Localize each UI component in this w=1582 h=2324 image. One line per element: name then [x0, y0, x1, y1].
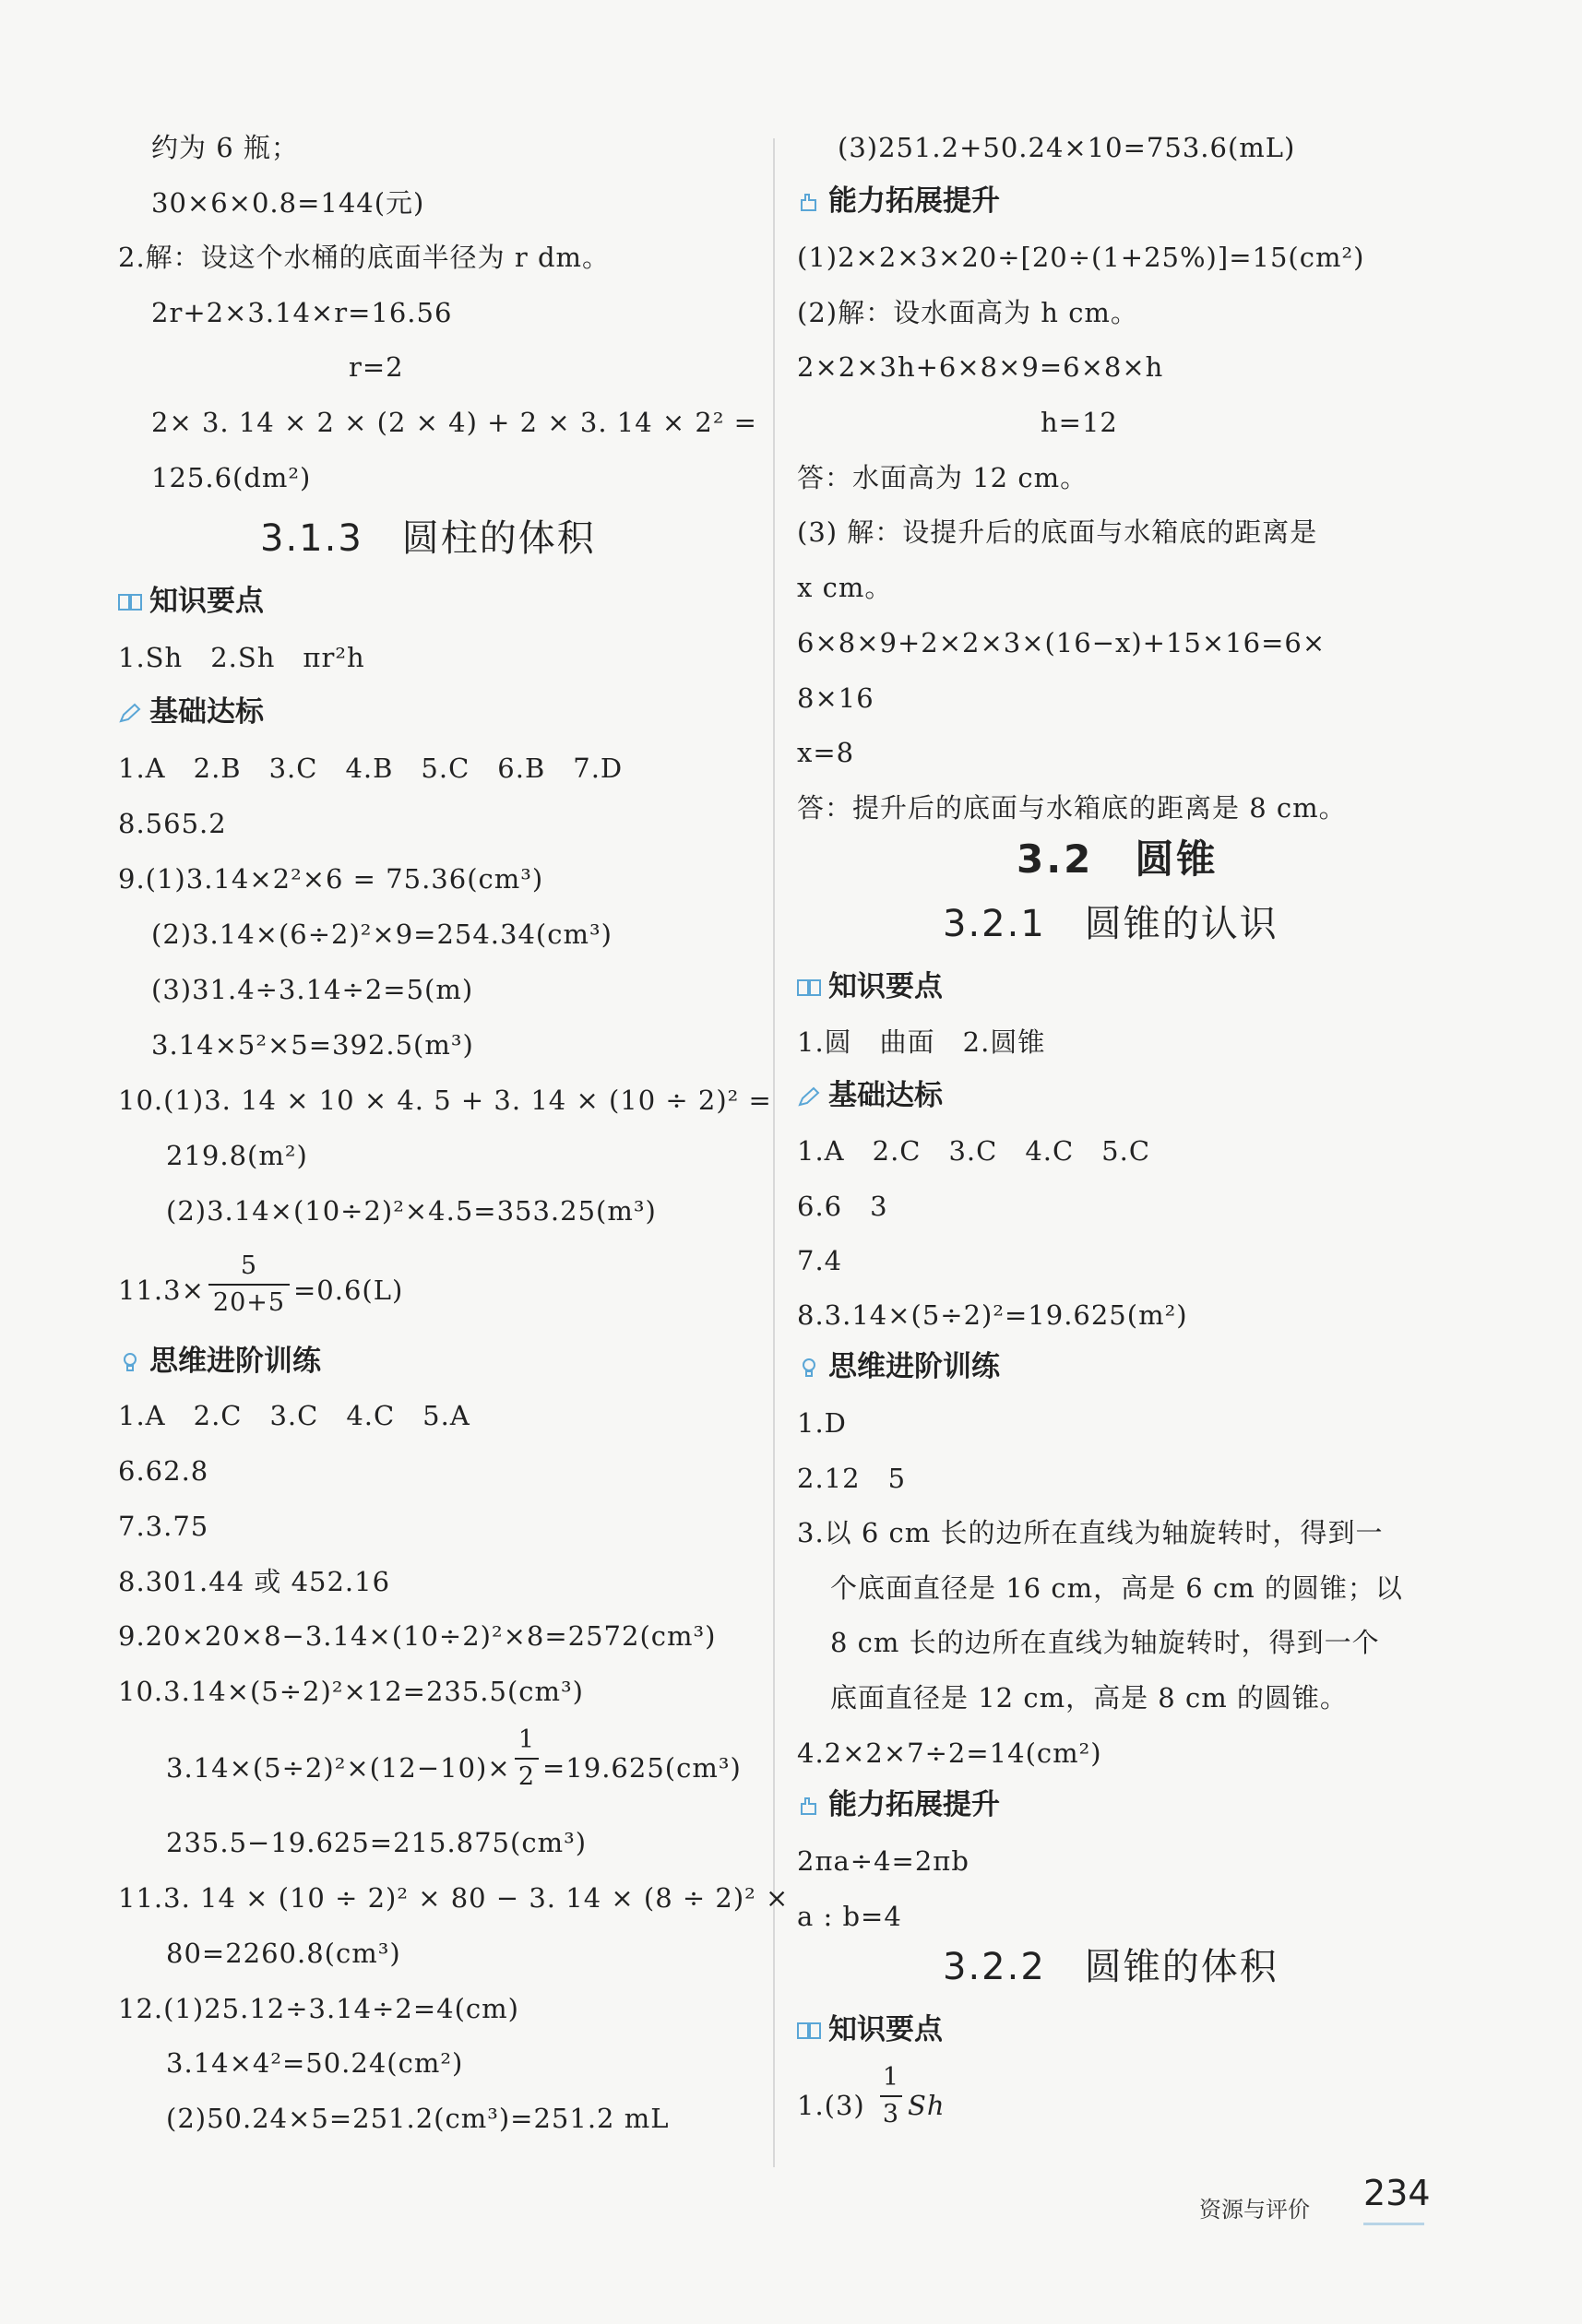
lightbulb-icon [118, 1352, 142, 1372]
section-label-basic: 基础达标 [118, 694, 264, 730]
answer-line: a : b=4 [797, 1901, 902, 1932]
fraction-bar [880, 2095, 902, 2097]
answer-line: 1.圆 曲面 2.圆锥 [797, 1026, 1046, 1058]
answer-line: 2.解：设这个水桶的底面半径为 r dm。 [118, 242, 611, 273]
pencil-icon [797, 1086, 821, 1107]
answer-line: 7.3.75 [118, 1511, 209, 1542]
answer-line: 235.5−19.625=215.875(cm³) [166, 1827, 588, 1858]
answer-line: 11.3. 14 × (10 ÷ 2)² × 80 − 3. 14 × (8 ÷ 2)² × [118, 1882, 790, 1914]
answer-line: 1.A 2.B 3.C 4.B 5.C 6.B 7.D [118, 753, 624, 784]
answer-line: 7.4 [797, 1245, 843, 1276]
answer-line: 个底面直径是 16 cm，高是 6 cm 的圆锥；以 [830, 1572, 1403, 1604]
book-icon [797, 978, 821, 998]
answer-line: 约为 6 瓶； [151, 132, 299, 163]
answer-line: x=8 [797, 737, 855, 768]
section-label-advanced: 思维进阶训练 [797, 1348, 1000, 1385]
section-label-advanced: 思维进阶训练 [118, 1343, 321, 1380]
answer-line: (1)2×2×3×20÷[20÷(1+25%)]=15(cm²) [797, 242, 1365, 273]
answer-line: 1.Sh 2.Sh πr²h [118, 642, 365, 673]
answer-line: 6.6 3 [797, 1191, 888, 1222]
answer-line: 8 cm 长的边所在直线为轴旋转时，得到一个 [830, 1627, 1380, 1658]
answer-line: 3.14×4²=50.24(cm²) [166, 2047, 464, 2079]
answer-line: 6×8×9+2×2×3×(16−x)+15×16=6× [797, 627, 1326, 658]
answer-line: 2×2×3h+6×8×9=6×8×h [797, 351, 1164, 383]
answer-line: 11.3× [118, 1275, 205, 1306]
section-label-knowledge: 知识要点 [118, 583, 264, 620]
answer-line: 10.(1)3. 14 × 10 × 4. 5 + 3. 14 × (10 ÷ 2)² = [118, 1085, 772, 1116]
answer-line: 9.(1)3.14×2²×6 = 75.36(cm³) [118, 863, 544, 895]
answer-line: 2.12 5 [797, 1463, 907, 1494]
lightbulb-icon [797, 1358, 821, 1378]
answer-line: 219.8(m²) [166, 1140, 308, 1171]
answer-line: (2)50.24×5=251.2(cm³)=251.2 mL [166, 2103, 670, 2134]
section-label-extension: 能力拓展提升 [797, 1786, 1000, 1823]
answer-line: 6.62.8 [118, 1455, 209, 1487]
section-label-extension: 能力拓展提升 [797, 183, 1000, 219]
answer-line: 10.3.14×(5÷2)²×12=235.5(cm³) [118, 1676, 584, 1707]
column-divider [773, 138, 775, 2167]
answer-line: 3.14×5²×5=392.5(m³) [151, 1029, 474, 1061]
hand-icon [797, 192, 821, 212]
answer-line: =0.6(L) [293, 1275, 404, 1306]
answer-line: 2r+2×3.14×r=16.56 [151, 297, 453, 328]
answer-line: Sh [908, 2090, 946, 2121]
section-heading: 3.2.2 圆锥的体积 [943, 1946, 1279, 1988]
pencil-icon [118, 703, 142, 723]
answer-line: 3.以 6 cm 长的边所在直线为轴旋转时，得到一 [797, 1517, 1384, 1548]
fraction-numerator: 5 [240, 1251, 258, 1280]
answer-line: (3)251.2+50.24×10=753.6(mL) [838, 132, 1296, 163]
answer-line: r=2 [349, 351, 404, 383]
answer-line: 答：水面高为 12 cm。 [797, 462, 1088, 493]
answer-line: 8×16 [797, 682, 874, 714]
section-label-knowledge: 知识要点 [797, 2011, 943, 2048]
answer-line: 12.(1)25.12÷3.14÷2=4(cm) [118, 1993, 519, 2024]
answer-line: 8.3.14×(5÷2)²=19.625(m²) [797, 1299, 1188, 1331]
answer-line: 2× 3. 14 × 2 × (2 × 4) + 2 × 3. 14 × 2² = [151, 407, 757, 438]
answer-line: 2πa÷4=2πb [797, 1845, 969, 1877]
fraction-denominator: 3 [882, 2100, 900, 2128]
answer-line: 4.2×2×7÷2=14(cm²) [797, 1737, 1102, 1769]
answer-line: (3) 解：设提升后的底面与水箱底的距离是 [797, 516, 1318, 548]
answer-line: 8.301.44 或 452.16 [118, 1566, 391, 1597]
book-icon [797, 2021, 821, 2041]
answer-line: 1.A 2.C 3.C 4.C 5.A [118, 1400, 470, 1431]
answer-line: (2)3.14×(10÷2)²×4.5=353.25(m³) [166, 1195, 657, 1227]
answer-line: 1.D [797, 1407, 847, 1439]
answer-line: 8.565.2 [118, 808, 227, 839]
fraction-denominator: 2 [517, 1762, 536, 1791]
answer-line: (2)解：设水面高为 h cm。 [797, 297, 1138, 328]
answer-line: (2)3.14×(6÷2)²×9=254.34(cm³) [151, 919, 613, 950]
page-number-underline [1363, 2223, 1424, 2225]
answer-line: 80=2260.8(cm³) [166, 1938, 401, 1969]
hand-icon [797, 1796, 821, 1816]
fraction-numerator: 1 [882, 2063, 900, 2092]
answer-line: 30×6×0.8=144(元) [151, 187, 425, 219]
fraction-denominator: 20+5 [212, 1288, 286, 1317]
fraction-bar [208, 1284, 290, 1286]
section-heading: 3.1.3 圆柱的体积 [260, 517, 596, 560]
answer-line: (3)31.4÷3.14÷2=5(m) [151, 974, 474, 1005]
answer-line: 3.14×(5÷2)²×(12−10)× [166, 1752, 511, 1784]
answer-line: =19.625(cm³) [542, 1752, 742, 1784]
book-icon [118, 592, 142, 612]
answer-line: x cm。 [797, 572, 893, 603]
answer-line: 底面直径是 12 cm，高是 8 cm 的圆锥。 [830, 1682, 1348, 1713]
section-label-basic: 基础达标 [797, 1077, 943, 1114]
fraction-numerator: 1 [517, 1725, 536, 1754]
page-number: 234 [1363, 2173, 1431, 2213]
answer-line: 1.(3) [797, 2090, 865, 2121]
chapter-heading: 3.2 圆锥 [1017, 836, 1219, 882]
footer-label: 资源与评价 [1199, 2197, 1310, 2223]
section-label-knowledge: 知识要点 [797, 968, 943, 1005]
answer-line: 答：提升后的底面与水箱底的距离是 8 cm。 [797, 792, 1347, 824]
section-heading: 3.2.1 圆锥的认识 [943, 903, 1279, 945]
answer-line: 125.6(dm²) [151, 462, 312, 493]
fraction-bar [515, 1758, 539, 1760]
answer-line: 9.20×20×8−3.14×(10÷2)²×8=2572(cm³) [118, 1620, 717, 1652]
answer-line: 1.A 2.C 3.C 4.C 5.C [797, 1135, 1151, 1167]
answer-line: h=12 [1041, 407, 1118, 438]
